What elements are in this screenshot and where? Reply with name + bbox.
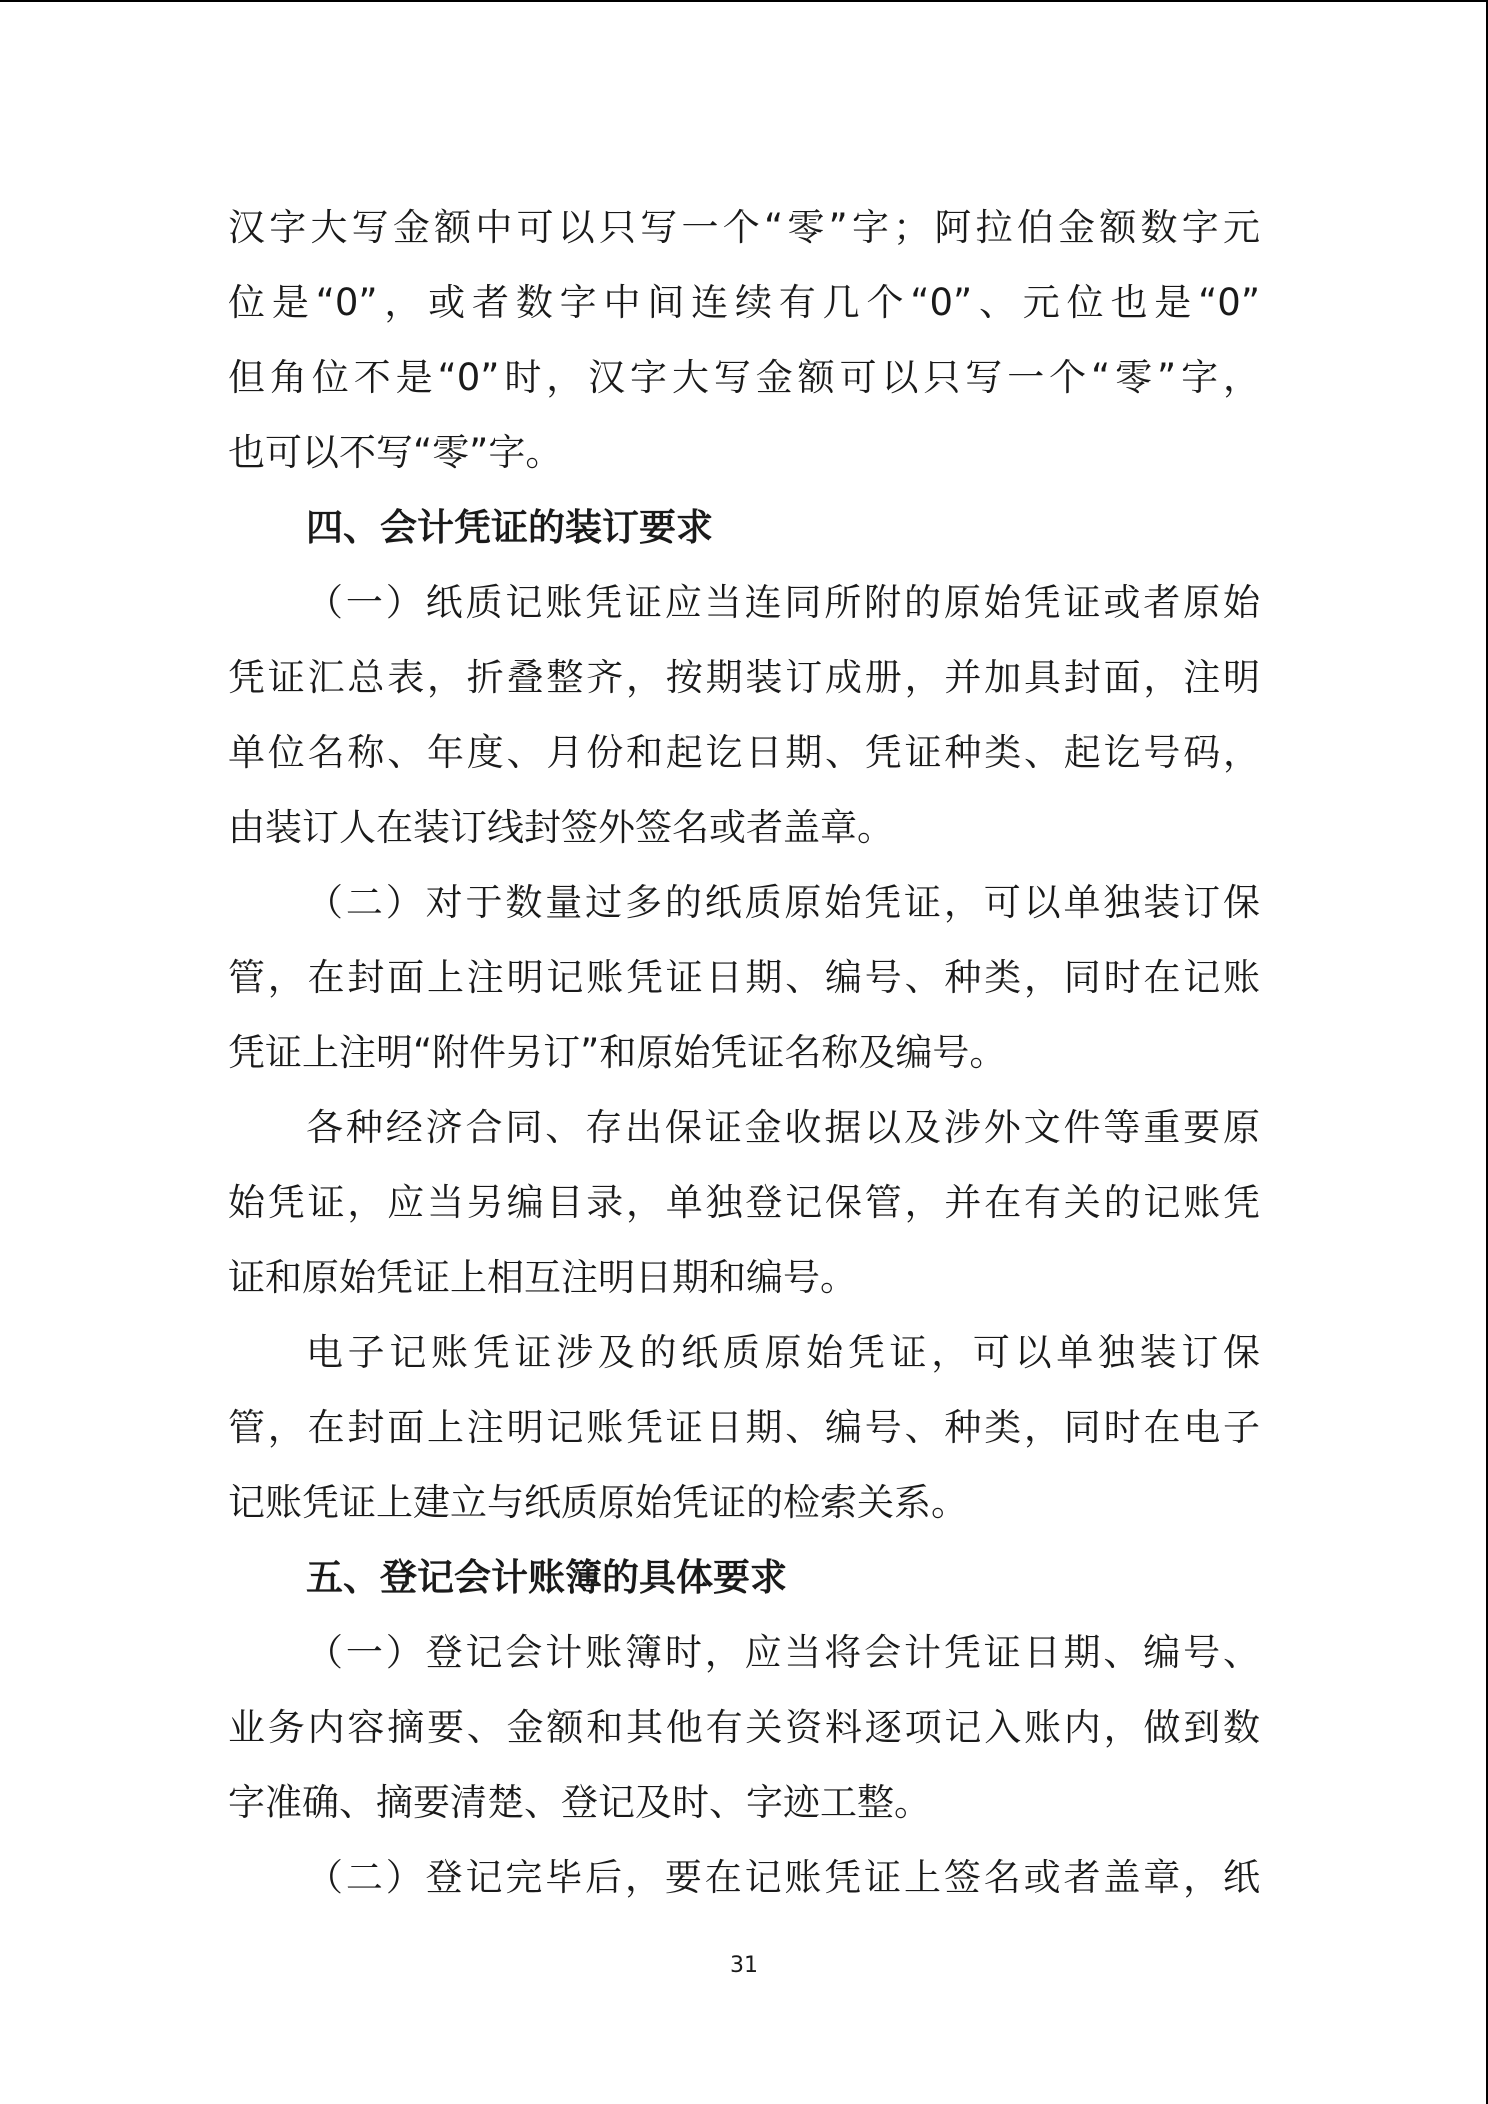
text-line: 管，在封面上注明记账凭证日期、编号、种类，同时在电子 — [228, 1406, 1260, 1449]
text-line: （一）登记会计账簿时，应当将会计凭证日期、编号、 — [306, 1631, 1260, 1674]
text-line: 业务内容摘要、金额和其他有关资料逐项记入账内，做到数 — [228, 1706, 1260, 1749]
page-number: 31 — [730, 1953, 758, 1978]
text-line: （一）纸质记账凭证应当连同所附的原始凭证或者原始 — [306, 581, 1260, 624]
section-heading: 四、会计凭证的装订要求 — [306, 506, 713, 549]
section-heading: 五、登记会计账簿的具体要求 — [306, 1556, 787, 1599]
text-line: 但角位不是“0”时，汉字大写金额可以只写一个“零”字， — [228, 356, 1260, 399]
text-line: 管，在封面上注明记账凭证日期、编号、种类，同时在记账 — [228, 956, 1260, 999]
text-line: 由装订人在装订线封签外签名或者盖章。 — [228, 806, 894, 849]
text-line: 始凭证，应当另编目录，单独登记保管，并在有关的记账凭 — [228, 1181, 1260, 1224]
text-line: 汉字大写金额中可以只写一个“零”字；阿拉伯金额数字元 — [228, 206, 1260, 249]
text-line: 电子记账凭证涉及的纸质原始凭证，可以单独装订保 — [306, 1331, 1260, 1374]
text-line: 位是“0”，或者数字中间连续有几个“0”、元位也是“0” — [228, 281, 1260, 324]
document-body — [228, 190, 1260, 1915]
page-border-top — [0, 0, 1488, 2]
text-line: （二）对于数量过多的纸质原始凭证，可以单独装订保 — [306, 881, 1260, 924]
text-line: 各种经济合同、存出保证金收据以及涉外文件等重要原 — [306, 1106, 1260, 1149]
text-line: （二）登记完毕后，要在记账凭证上签名或者盖章，纸 — [306, 1856, 1260, 1899]
text-line: 凭证汇总表，折叠整齐，按期装订成册，并加具封面，注明 — [228, 656, 1260, 699]
text-line: 凭证上注明“附件另订”和原始凭证名称及编号。 — [228, 1031, 1007, 1074]
text-line: 字准确、摘要清楚、登记及时、字迹工整。 — [228, 1781, 931, 1824]
text-line: 证和原始凭证上相互注明日期和编号。 — [228, 1256, 857, 1299]
text-line: 单位名称、年度、月份和起讫日期、凭证种类、起讫号码， — [228, 731, 1260, 774]
text-line: 记账凭证上建立与纸质原始凭证的检索关系。 — [228, 1481, 968, 1524]
text-line: 也可以不写“零”字。 — [228, 431, 563, 474]
